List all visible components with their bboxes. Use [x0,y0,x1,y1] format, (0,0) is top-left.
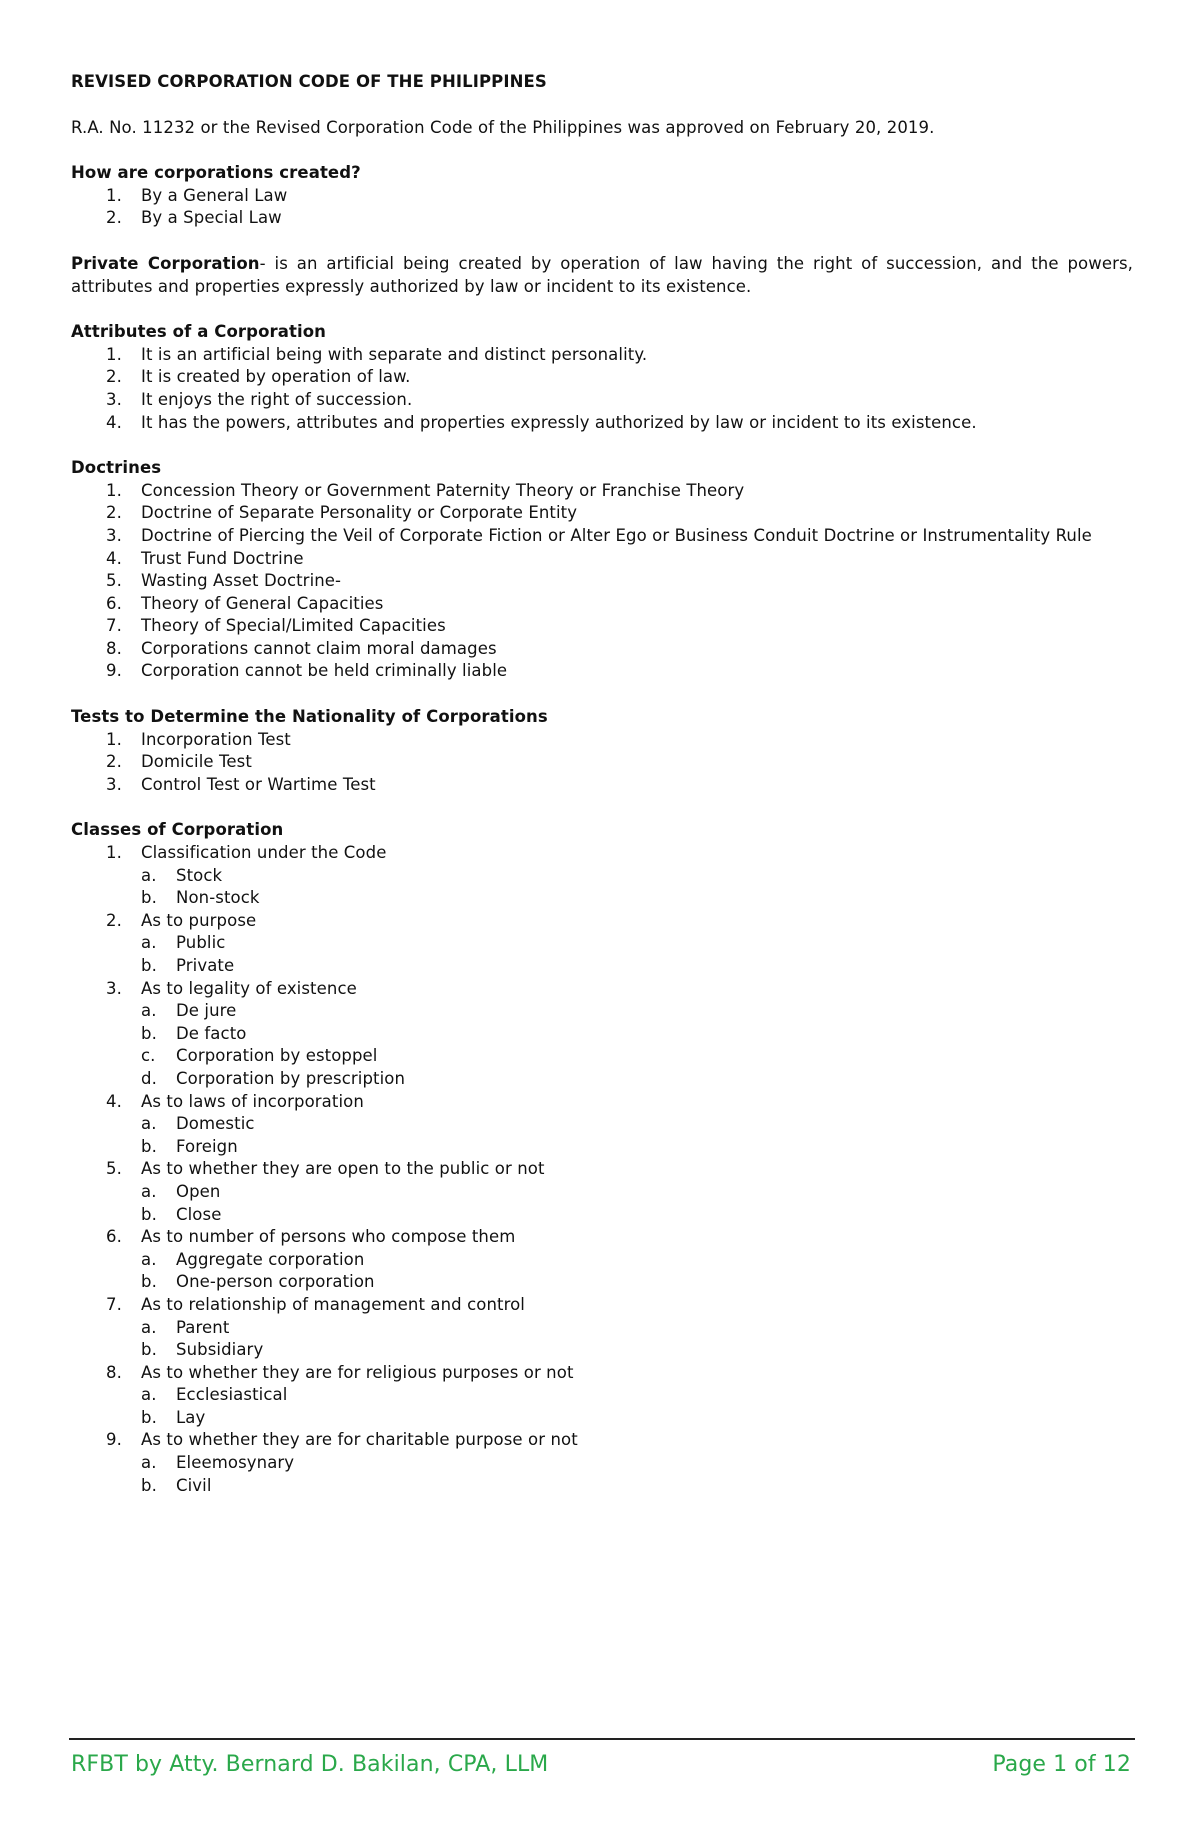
sub-list-item [141,932,1133,955]
sub-list-item-text: Aggregate corporation [176,1249,365,1269]
sub-list [141,1181,1133,1226]
sub-list-letter: c. [141,1046,156,1066]
list-item [71,1226,1133,1294]
list-number: 9. [106,1430,122,1450]
list-number: 3. [106,978,122,998]
list-number: 4. [106,1091,122,1111]
list-item [71,660,1133,683]
list-item-text: Incorporation Test [141,729,291,749]
sub-list-item-text: Domestic [176,1114,255,1134]
sub-list-item-text: Stock [176,865,223,885]
sub-list-item [141,1407,1133,1430]
sub-list-letter: a. [141,1453,157,1473]
list-item [71,774,1133,797]
list-item [71,185,1133,208]
list-item-text: Theory of Special/Limited Capacities [141,616,446,636]
list-number: 1. [106,729,122,749]
spacer [71,298,1133,321]
list-item-text: As to whether they are for charitable purpose or not [141,1430,578,1450]
sub-list-item-text: Ecclesiastical [176,1385,288,1405]
sub-list-item-text: Foreign [176,1136,238,1156]
list-number: 8. [106,1362,122,1382]
sub-list-item [141,1000,1133,1023]
list-number: 7. [106,1294,122,1314]
list-number: 1. [106,185,122,205]
list-number: 2. [106,503,122,523]
sub-list [141,1113,1133,1158]
footer-author: RFBT by Atty. Bernard D. Bakilan, CPA, LLM [71,1752,549,1777]
sub-list-letter: b. [141,888,157,908]
sub-list-letter: a. [141,1001,157,1021]
list-number: 2. [106,910,122,930]
sub-list-letter: b. [141,1023,157,1043]
sub-list-item-text: Open [176,1181,221,1201]
sub-list-letter: a. [141,1114,157,1134]
list-item-text: By a General Law [141,185,288,205]
list-item-text: Theory of General Capacities [141,593,384,613]
sub-list-item [141,1339,1133,1362]
sub-list-letter: b. [141,1475,157,1495]
list-item-text: It is an artificial being with separate and distinct personality. [141,344,648,364]
list-item-text: Classification under the Code [141,843,387,863]
sub-list-item [141,1384,1133,1407]
list-item [71,910,1133,978]
list-item-text: As to relationship of management and control [141,1294,525,1314]
list-item-text: As to whether they are for religious purposes or not [141,1362,574,1382]
sub-list-item-text: Corporation by prescription [176,1068,406,1088]
spacer [71,796,1133,819]
list-item-text: It enjoys the right of succession. [141,389,413,409]
sub-list [141,1384,1133,1429]
list-item [71,412,1133,435]
list-number: 8. [106,638,122,658]
intro-paragraph: R.A. No. 11232 or the Revised Corporation Code of the Philippines was approved on February 20, 2019. [71,117,935,137]
sub-list-item-text: Civil [176,1475,212,1495]
sub-list-item-text: De jure [176,1001,237,1021]
nationality-heading: Tests to Determine the Nationality of Corporations [71,707,548,727]
sub-list-item-text: Public [176,933,226,953]
sub-list-item [141,1045,1133,1068]
page-footer [69,1738,1135,1777]
list-item-text: As to laws of incorporation [141,1091,364,1111]
doctrines-list [71,480,1133,683]
sub-list-item-text: Lay [176,1407,206,1427]
list-item [71,389,1133,412]
sub-list-letter: b. [141,1272,157,1292]
list-item-text: It is created by operation of law. [141,367,411,387]
document-title: REVISED CORPORATION CODE OF THE PHILIPPINES [71,72,547,91]
created-heading: How are corporations created? [71,163,361,183]
sub-list-letter: a. [141,1181,157,1201]
list-item-text: Control Test or Wartime Test [141,774,376,794]
sub-list-item [141,1023,1133,1046]
list-item [71,502,1133,525]
list-number: 2. [106,208,122,228]
list-number: 9. [106,661,122,681]
nationality-list [71,729,1133,797]
spacer [71,94,1133,117]
sub-list-letter: b. [141,1340,157,1360]
private-corporation-term: Private Corporation [71,253,260,273]
list-number: 4. [106,548,122,568]
sub-list [141,1317,1133,1362]
sub-list-letter: a. [141,1317,157,1337]
sub-list-letter: a. [141,1249,157,1269]
spacer [71,683,1133,706]
list-item-text: Trust Fund Doctrine [141,548,304,568]
list-number: 6. [106,1227,122,1247]
list-number: 3. [106,389,122,409]
sub-list-item [141,887,1133,910]
list-item-text: Corporation cannot be held criminally liable [141,661,508,681]
sub-list-letter: a. [141,1385,157,1405]
list-number: 1. [106,480,122,500]
sub-list-letter: a. [141,865,157,885]
list-number: 1. [106,843,122,863]
sub-list-item [141,1181,1133,1204]
sub-list-item-text: Subsidiary [176,1340,264,1360]
list-item-text: As to legality of existence [141,978,357,998]
list-item [71,1294,1133,1362]
list-item [71,978,1133,1091]
list-item [71,207,1133,230]
list-item [71,751,1133,774]
attributes-list [71,344,1133,434]
sub-list-item [141,1452,1133,1475]
list-item [71,570,1133,593]
list-number: 2. [106,752,122,772]
list-item [71,344,1133,367]
list-number: 2. [106,367,122,387]
list-item [71,1362,1133,1430]
list-item-text: Doctrine of Separate Personality or Corporate Entity [141,503,578,523]
sub-list-item [141,1475,1133,1498]
list-item-text: It has the powers, attributes and properties expressly authorized by law or incident to its existence. [141,412,977,432]
private-corporation-paragraph [71,253,1133,298]
sub-list [141,932,1133,977]
sub-list-item-text: One-person corporation [176,1272,375,1292]
classes-list [71,842,1133,1497]
sub-list-item-text: De facto [176,1023,247,1043]
list-item [71,638,1133,661]
list-item [71,729,1133,752]
list-item-text: As to number of persons who compose them [141,1227,516,1247]
sub-list-item-text: Parent [176,1317,230,1337]
sub-list-item [141,1136,1133,1159]
list-item-text: Doctrine of Piercing the Veil of Corporate Fiction or Alter Ego or Business Conduit Doctrine or Instrumentality Rule [141,525,1092,545]
list-item-text: Corporations cannot claim moral damages [141,638,497,658]
sub-list [141,865,1133,910]
list-item [71,1091,1133,1159]
private-corporation-definition: - is an artificial being created by operation of law having the right of succession, and the powers, attributes and properties expressly authorized by law or incident to its existence. [71,253,1133,296]
sub-list-letter: b. [141,1204,157,1224]
sub-list-letter: d. [141,1068,157,1088]
sub-list-letter: a. [141,933,157,953]
created-list [71,185,1133,230]
sub-list-item [141,1249,1133,1272]
sub-list [141,1000,1133,1090]
list-item [71,842,1133,910]
list-number: 3. [106,774,122,794]
sub-list-item [141,1068,1133,1091]
sub-list-item [141,1317,1133,1340]
sub-list-item [141,865,1133,888]
list-item-text: By a Special Law [141,208,282,228]
list-item [71,593,1133,616]
spacer [71,139,1133,162]
list-item [71,548,1133,571]
sub-list-item [141,1271,1133,1294]
attributes-heading: Attributes of a Corporation [71,322,327,342]
sub-list-item [141,1204,1133,1227]
sub-list-letter: b. [141,1407,157,1427]
sub-list-letter: b. [141,956,157,975]
sub-list-item [141,1113,1133,1136]
sub-list-item [141,955,1133,978]
sub-list-item-text: Non-stock [176,888,260,908]
list-number: 1. [106,344,122,364]
sub-list-item-text: Eleemosynary [176,1453,295,1473]
list-item-text: As to whether they are open to the public or not [141,1159,545,1179]
doctrines-heading: Doctrines [71,458,162,478]
footer-page-number: Page 1 of 12 [992,1752,1131,1777]
document-page [71,71,1133,1497]
list-item [71,525,1133,548]
classes-heading: Classes of Corporation [71,820,284,840]
sub-list [141,1452,1133,1497]
list-number: 5. [106,1159,122,1179]
list-item-text: As to purpose [141,910,257,930]
list-item-text: Concession Theory or Government Paternity Theory or Franchise Theory [141,480,745,500]
list-number: 7. [106,616,122,636]
list-item [71,1429,1133,1497]
sub-list-letter: b. [141,1136,157,1156]
list-number: 6. [106,593,122,613]
sub-list-item-text: Corporation by estoppel [176,1046,378,1066]
sub-list [141,1249,1133,1294]
list-number: 5. [106,571,122,591]
list-item [71,615,1133,638]
spacer [71,230,1133,253]
list-item [71,1158,1133,1226]
sub-list-item-text: Close [176,1204,222,1224]
spacer [71,434,1133,457]
list-number: 3. [106,525,122,545]
list-item-text: Wasting Asset Doctrine- [141,571,342,591]
list-item [71,480,1133,503]
list-item [71,366,1133,389]
sub-list-item-text: Private [176,956,235,975]
list-item-text: Domicile Test [141,752,252,772]
list-number: 4. [106,412,122,432]
